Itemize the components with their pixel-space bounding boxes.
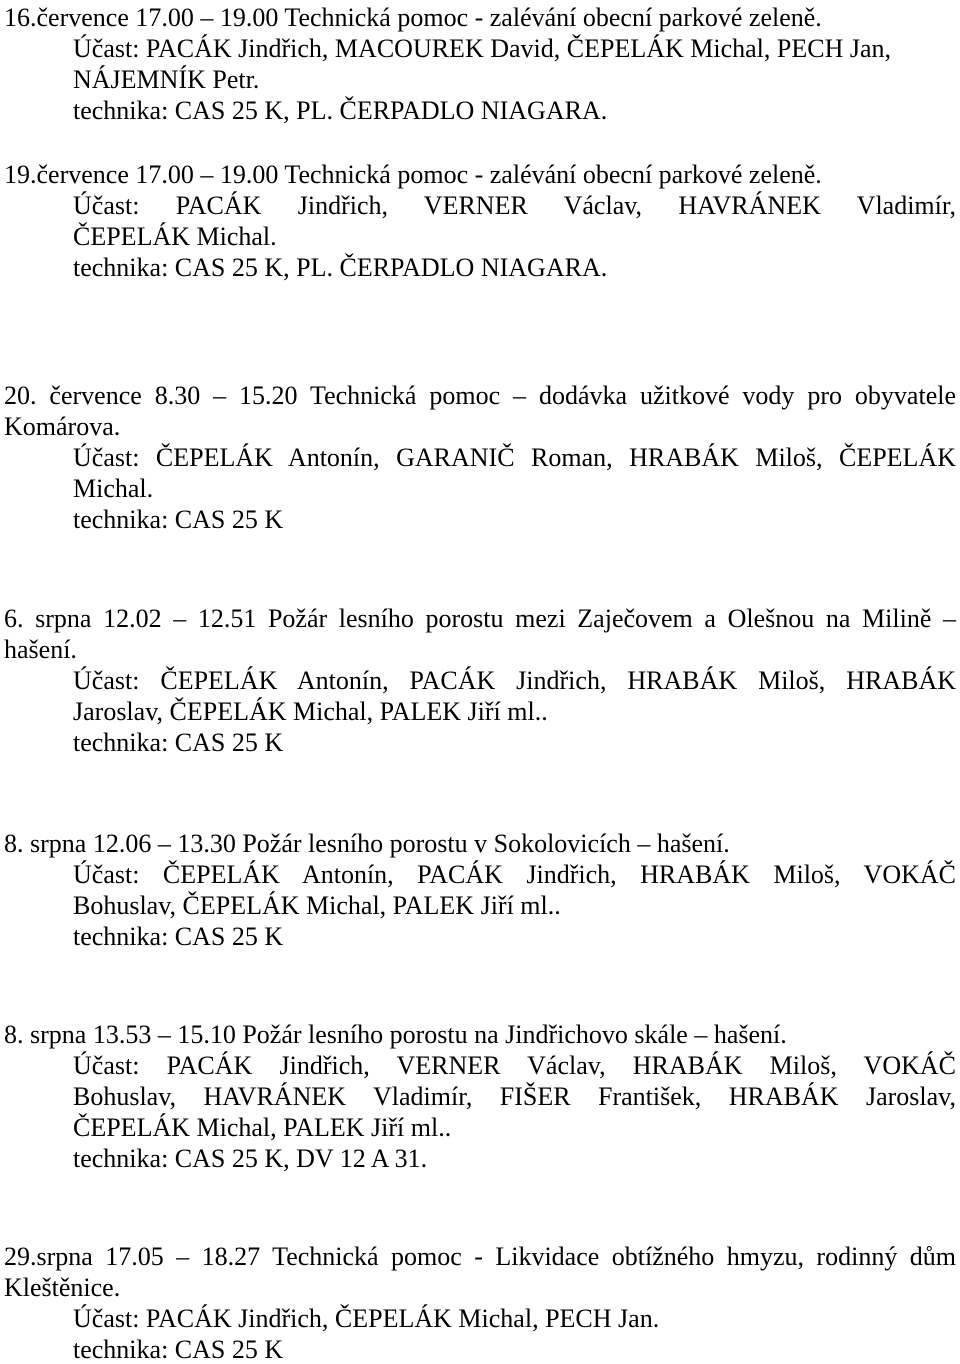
entry-equipment: technika: CAS 25 K [73, 1335, 284, 1364]
entry-equipment: technika: CAS 25 K, DV 12 A 31. [73, 1144, 428, 1173]
entry-header-cont: Komárova. [4, 412, 121, 441]
incident-entry [4, 1019, 956, 1174]
incident-entry [4, 603, 956, 758]
entry-equipment: technika: CAS 25 K, PL. ČERPADLO NIAGARA. [73, 253, 608, 282]
entry-header: 16.července 17.00 – 19.00 Technická pomoc - zalévání obecní parkové zeleně. [4, 3, 822, 32]
incident-entry [4, 828, 956, 952]
entry-participants: Účast: PACÁK Jindřich, ČEPELÁK Michal, PECH Jan. [73, 1304, 660, 1333]
entry-participants: Účast: ČEPELÁK Antonín, PACÁK Jindřich, HRABÁK Miloš, VOKÁČ [73, 860, 956, 889]
entry-equipment: technika: CAS 25 K [73, 728, 284, 757]
entry-header: 8. srpna 12.06 – 13.30 Požár lesního porostu v Sokolovicích – hašení. [4, 829, 730, 858]
entry-header: 6. srpna 12.02 – 12.51 Požár lesního porostu mezi Zaječovem a Olešnou na Milině – [4, 604, 956, 633]
entry-participants: Účast: PACÁK Jindřich, MACOUREK David, ČEPELÁK Michal, PECH Jan, [73, 34, 892, 63]
entry-header: 20. července 8.30 – 15.20 Technická pomoc – dodávka užitkové vody pro obyvatele [4, 381, 956, 410]
incident-entry [4, 2, 956, 126]
entry-participants: Účast: PACÁK Jindřich, VERNER Václav, HRABÁK Miloš, VOKÁČ [73, 1051, 956, 1080]
entry-header-cont: Kleštěnice. [4, 1273, 121, 1302]
entry-participants-cont: ČEPELÁK Michal. [73, 222, 277, 251]
incident-entry [4, 1241, 956, 1364]
entry-participants: Účast: ČEPELÁK Antonín, PACÁK Jindřich, HRABÁK Miloš, HRABÁK [73, 666, 956, 695]
entry-participants-cont: ČEPELÁK Michal, PALEK Jiří ml.. [73, 1113, 452, 1142]
entry-participants-cont: Michal. [73, 474, 154, 503]
entry-header: 29.srpna 17.05 – 18.27 Technická pomoc - Likvidace obtížného hmyzu, rodinný dům [4, 1242, 956, 1271]
entry-participants: Účast: ČEPELÁK Antonín, GARANIČ Roman, HRABÁK Miloš, ČEPELÁK [73, 443, 956, 472]
incident-entry [4, 380, 956, 535]
entry-participants-cont: Bohuslav, HAVRÁNEK Vladimír, FIŠER František, HRABÁK Jaroslav, [73, 1082, 956, 1111]
entry-header: 19.července 17.00 – 19.00 Technická pomoc - zalévání obecní parkové zeleně. [4, 160, 822, 189]
entry-participants-cont: Jaroslav, ČEPELÁK Michal, PALEK Jiří ml.. [73, 697, 548, 726]
entry-participants-cont: NÁJEMNÍK Petr. [73, 65, 260, 94]
entry-equipment: technika: CAS 25 K [73, 505, 284, 534]
entry-equipment: technika: CAS 25 K, PL. ČERPADLO NIAGARA. [73, 96, 608, 125]
entry-header-cont: hašení. [4, 635, 77, 664]
entry-header: 8. srpna 13.53 – 15.10 Požár lesního porostu na Jindřichovo skále – hašení. [4, 1020, 787, 1049]
entry-participants: Účast: PACÁK Jindřich, VERNER Václav, HAVRÁNEK Vladimír, [73, 191, 956, 220]
incident-entry [4, 159, 956, 283]
entry-equipment: technika: CAS 25 K [73, 922, 284, 951]
entry-participants-cont: Bohuslav, ČEPELÁK Michal, PALEK Jiří ml.. [73, 891, 561, 920]
